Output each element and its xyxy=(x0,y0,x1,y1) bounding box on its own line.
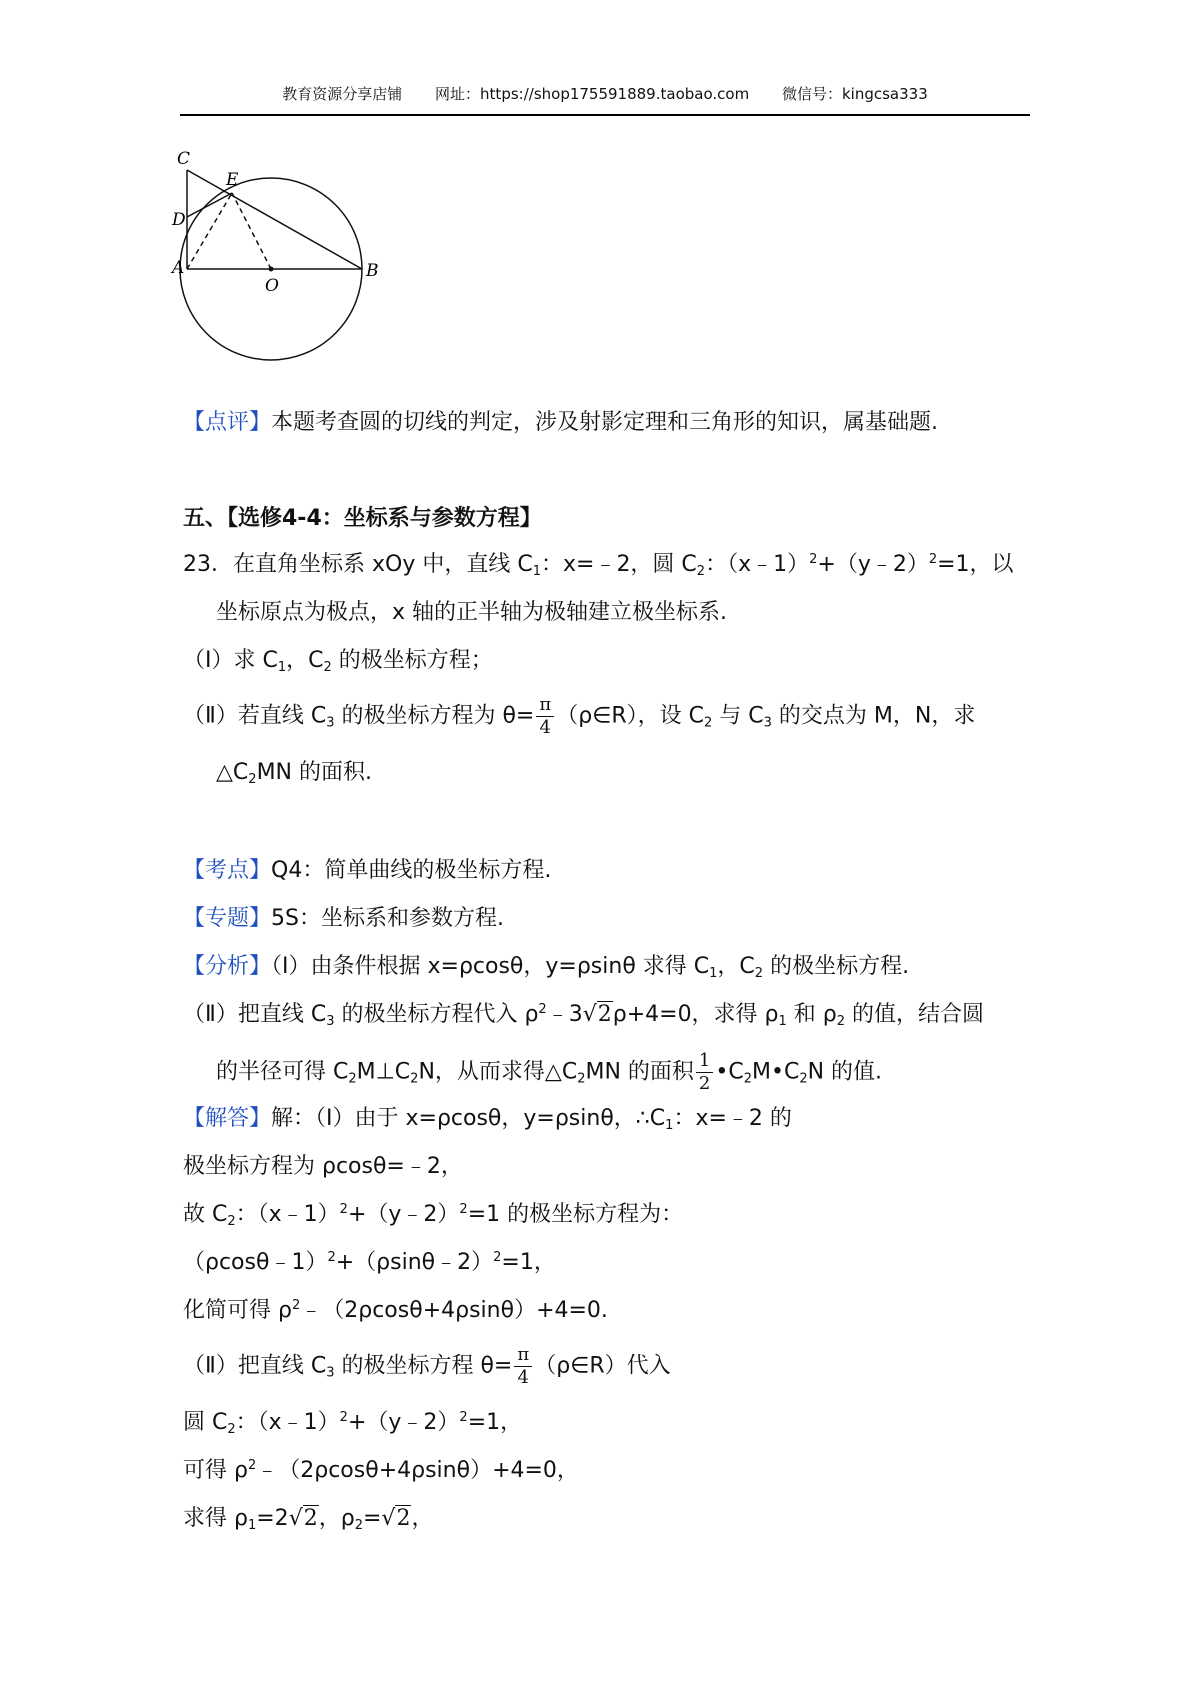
zhuanti-line: 【专题】5S：坐标系和参数方程. xyxy=(183,906,504,931)
fraction-one-half: $\frac{1}{2}$ xyxy=(696,1050,713,1095)
problem-part-1: （Ⅰ）求 $C_1$，$C_2$ 的极坐标方程； xyxy=(183,648,493,675)
label-c: C xyxy=(177,149,191,169)
jieda-line-6: （Ⅱ）把直线 $C_3$ 的极坐标方程 θ= $\frac{\pi}{4}$ （ρ∈R）代入 xyxy=(183,1344,671,1388)
wechat-id: 微信号：kingcsa333 xyxy=(781,85,928,103)
label-b: B xyxy=(366,261,379,281)
shop-url: 网址：https://shop175591889.taobao.com xyxy=(435,85,750,103)
problem-line-2: 坐标原点为极点，x 轴的正半轴为极轴建立极坐标系. xyxy=(216,600,728,625)
circle-tangent-figure xyxy=(172,149,420,405)
comment-tag: 【点评】 xyxy=(183,410,272,435)
jieda-line-1: 【解答】解：（Ⅰ）由于 x=ρcosθ，y=ρsinθ，$\therefore C_1$：x=﹣2 的 xyxy=(183,1106,792,1133)
fenxi-line-1: 【分析】（Ⅰ）由条件根据 x=ρcosθ，y=ρsinθ 求得 $C_1$，$C_2$ 的极坐标方程. xyxy=(183,954,910,981)
kaodian-line: 【考点】Q4：简单曲线的极坐标方程. xyxy=(183,858,552,883)
sqrt-2: √2 xyxy=(381,1506,411,1531)
sqrt-2: √2 xyxy=(288,1506,318,1531)
page-header xyxy=(180,84,1030,116)
fenxi-line-2: （Ⅱ）把直线 $C_3$ 的极坐标方程代入 $\rho^2﹣3√2\rho+4=0$，求得 $\rho_1$ 和 $\rho_2$ 的值，结合圆 xyxy=(183,1002,985,1029)
fraction-pi-over-4: $\frac{\pi}{4}$ xyxy=(536,694,554,739)
comment-line xyxy=(183,408,938,438)
section-title: 五、【选修4-4：坐标系与参数方程】 xyxy=(183,506,542,531)
label-a: A xyxy=(172,258,185,278)
jieda-line-4: （ρcosθ﹣1）$^2$+（ρsinθ﹣2）$^2$=1， xyxy=(183,1250,556,1275)
jieda-line-9: 求得 $\rho_1=2√2$，$\rho_2=√2$， xyxy=(183,1506,434,1533)
problem-line-1: 23．在直角坐标系 xOy 中，直线 $C_1$：x=﹣2，圆 $C_2$：（x﹣1）$^2$+（y﹣2）$^2$=1，以 xyxy=(183,552,1014,579)
jieda-line-5: 化简可得 $\rho^2﹣(2\rho\cos\theta+4\rho\sin\theta)+4=0$. xyxy=(183,1298,608,1323)
jieda-line-8: 可得 $\rho^2﹣(2\rho\cos\theta+4\rho\sin\theta)+4=0$， xyxy=(183,1458,579,1483)
jieda-line-2: 极坐标方程为 ρcosθ=﹣2， xyxy=(183,1154,463,1179)
problem-part-2-line-2: $\triangle C_2MN$ 的面积. xyxy=(216,760,372,787)
jieda-line-7: 圆 $C_2$：（x﹣1）$^2$+（y﹣2）$^2$=1， xyxy=(183,1410,523,1437)
jieda-line-3: 故 $C_2$：（x﹣1）$^2$+（y﹣2）$^2$=1 的极坐标方程为： xyxy=(183,1202,684,1229)
segment-oe-dashed xyxy=(232,193,271,269)
comment-text: 本题考查圆的切线的判定，涉及射影定理和三角形的知识，属基础题. xyxy=(271,410,939,435)
fraction-pi-over-4: $\frac{\pi}{4}$ xyxy=(514,1344,532,1389)
shop-name: 教育资源分享店铺 xyxy=(282,85,403,103)
label-d: D xyxy=(172,210,186,230)
point-o xyxy=(269,267,274,272)
segment-cb xyxy=(187,170,362,269)
fenxi-line-3: 的半径可得 $C_2M\perp C_2N$，从而求得$\triangle C_2MN$ 的面积 $\frac{1}{2}$ $•C_2M•C_2N$ 的值. xyxy=(216,1050,883,1094)
label-o: O xyxy=(265,276,279,296)
label-e: E xyxy=(226,170,239,190)
sqrt-2: √2 xyxy=(582,1002,612,1027)
problem-part-2: （Ⅱ）若直线 $C_3$ 的极坐标方程为 θ= $\frac{\pi}{4}$ （ρ∈R），设 $C_2$ 与 $C_3$ 的交点为 M，N，求 xyxy=(183,694,976,738)
